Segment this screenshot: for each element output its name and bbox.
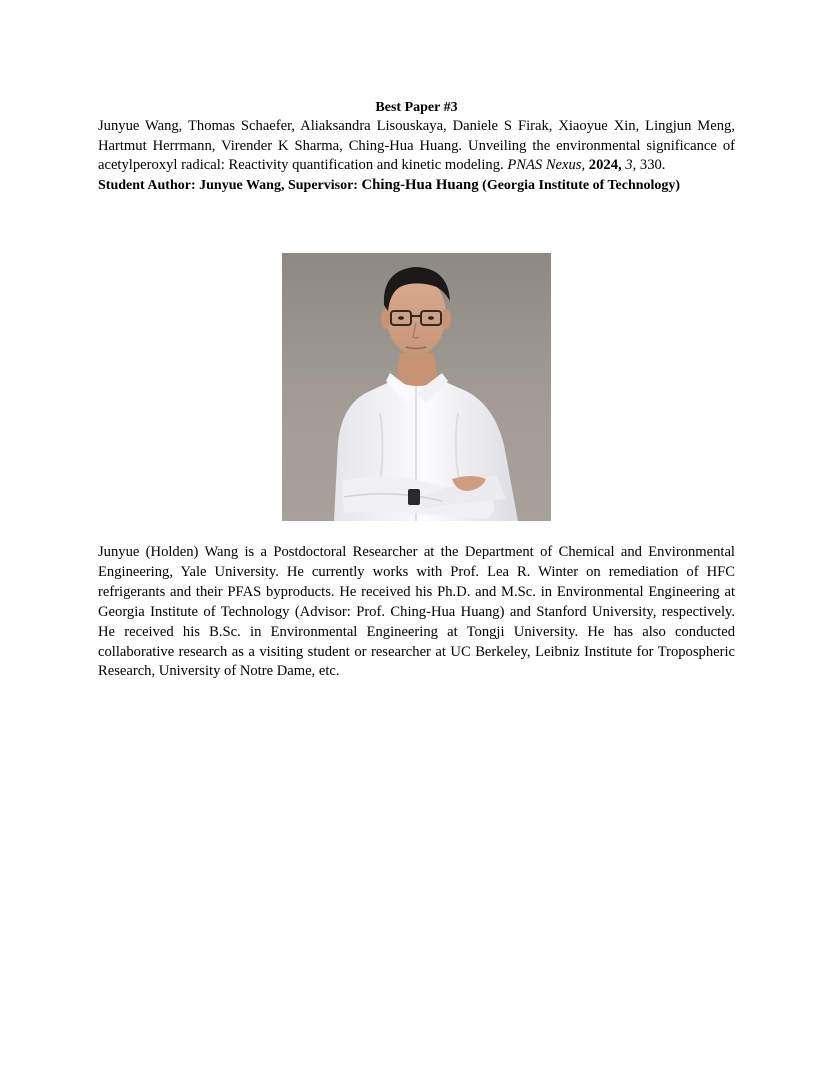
portrait-photo — [282, 253, 551, 521]
citation-volume: 3 — [625, 157, 633, 174]
citation-authors: Junyue Wang, Thomas Schaefer, Aliaksandra Lisouskaya, Daniele S Firak, Xiaoyue Xin, Lingjun Meng, Hartmut Herrmann, Virender K Sharma, Ching-Hua Huang. — [98, 118, 735, 154]
citation-title: Unveiling the environmental significance of acetylperoxyl radical: Reactivity quantification and kinetic modeling. — [98, 137, 735, 174]
portrait-illustration — [282, 253, 551, 521]
citation-pages: , 330. — [632, 157, 666, 174]
student-label: Student Author: Junyue Wang, Supervisor: — [98, 177, 362, 193]
supervisor-name: Ching-Hua Huang — [361, 176, 479, 193]
affiliation: (Georgia Institute of Technology) — [482, 177, 681, 193]
page-title: Best Paper #3 — [375, 100, 458, 115]
citation-year: 2024, — [588, 157, 622, 174]
award-header-block — [98, 98, 735, 195]
paper-citation: Junyue Wang, Thomas Schaefer, Aliaksandra Lisouskaya, Daniele S Firak, Xiaoyue Xin, Lingjun Meng, Hartmut Herrmann, Virender K Sharma, Ching-Hua Huang. Unveiling the environmental significance of acetylperoxyl radical: Reactivity quantification and kinetic modeling. PNAS Nexus, 2024, 3, 330. — [98, 118, 735, 174]
citation-journal: PNAS Nexus — [507, 157, 582, 174]
bio-paragraph: Junyue (Holden) Wang is a Postdoctoral Researcher at the Department of Chemical and Environmental Engineering, Yale University. He currently works with Prof. Lea R. Winter on remediation of HFC refrigerants and their PFAS byproducts. He received his Ph.D. and M.Sc. in Environmental Engineering at Georgia Institute of Technology (Advisor: Prof. Ching-Hua Huang) and Stanford University, respectively. He received his B.Sc. in Environmental Engineering at Tongji University. He has also conducted collaborative research as a visiting student or researcher at UC Berkeley, Leibniz Institute for Tropospheric Research, University of Notre Dame, etc. — [98, 544, 735, 680]
student-author-line — [98, 176, 735, 196]
